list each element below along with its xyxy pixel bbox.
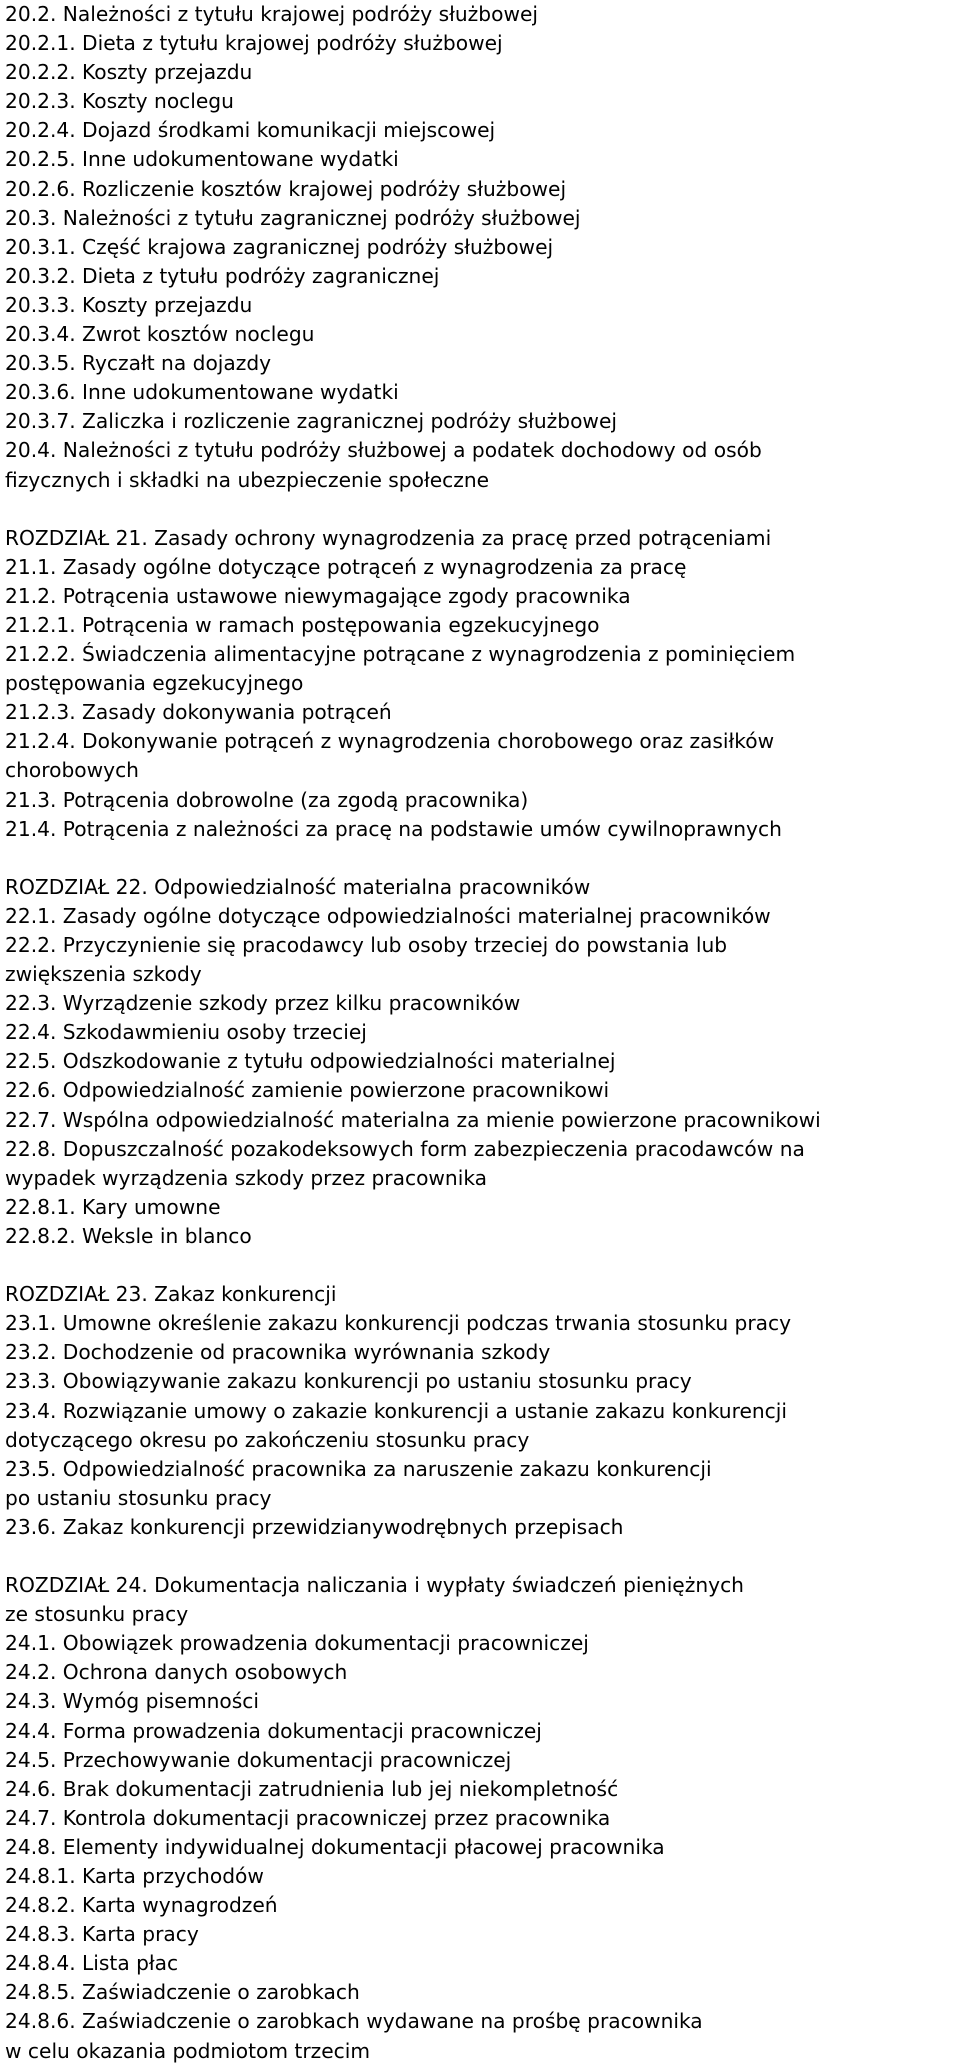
toc-entry: 20.4. Należności z tytułu podróży służbowej a podatek dochodowy od osób bbox=[5, 438, 762, 463]
toc-section bbox=[5, 873, 955, 1251]
toc-entry: 24.2. Ochrona danych osobowych bbox=[5, 1660, 348, 1685]
toc-entry: 22.2. Przyczynienie się pracodawcy lub osoby trzeciej do powstania lub bbox=[5, 933, 728, 957]
chapter-heading: ROZDZIAŁ 22. Odpowiedzialność materialna pracowników bbox=[5, 874, 591, 899]
toc-entry: w celu okazania podmiotom trzecim bbox=[5, 2038, 371, 2063]
toc-entry: 22.7. Wspólna odpowiedzialność materialna za mienie powierzone pracownikowi bbox=[5, 1107, 821, 1132]
toc-entry: 24.8.4. Lista płac bbox=[5, 1951, 179, 1976]
toc-entry: 20.3.3. Koszty przejazdu bbox=[5, 292, 253, 317]
toc-entry: 21.3. Potrącenia dobrowolne (za zgodą pracownika) bbox=[5, 787, 529, 812]
toc-entry: 21.2.1. Potrącenia w ramach postępowania egzekucyjnego bbox=[5, 612, 600, 637]
toc-entry: 21.1. Zasady ogólne dotyczące potrąceń z wynagrodzenia za pracę bbox=[5, 554, 687, 579]
toc-entry: 24.8. Elementy indywidualnej dokumentacji płacowej pracownika bbox=[5, 1834, 665, 1859]
toc-entry: 24.8.1. Karta przychodów bbox=[5, 1864, 264, 1888]
section-spacer bbox=[5, 495, 955, 524]
toc-entry: 23.4. Rozwiązanie umowy o zakazie konkurencji a ustanie zakazu konkurencji bbox=[5, 1398, 787, 1423]
toc-entry: 22.1. Zasady ogólne dotyczące odpowiedzialności materialnej pracowników bbox=[5, 903, 771, 928]
toc-entry: 21.2.4. Dokonywanie potrąceń z wynagrodzenia chorobowego oraz zasiłków bbox=[5, 729, 775, 754]
toc-entry: po ustaniu stosunku pracy bbox=[5, 1485, 272, 1510]
toc-entry: 24.7. Kontrola dokumentacji pracowniczej przez pracownika bbox=[5, 1805, 611, 1830]
toc-entry: 20.3.7. Zaliczka i rozliczenie zagranicznej podróży służbowej bbox=[5, 409, 617, 434]
toc-entry: 20.3.4. Zwrot kosztów noclegu bbox=[5, 322, 315, 347]
toc-entry: 22.4. Szkodawmieniu osoby trzeciej bbox=[5, 1020, 367, 1045]
toc-entry: postępowania egzekucyjnego bbox=[5, 671, 304, 696]
chapter-heading: ROZDZIAŁ 21. Zasady ochrony wynagrodzenia za pracę przed potrąceniami bbox=[5, 525, 772, 550]
chapter-heading: ROZDZIAŁ 24. Dokumentacja naliczania i wypłaty świadczeń pieniężnych bbox=[5, 1573, 744, 1598]
toc-section bbox=[5, 1280, 955, 1542]
toc-entry: 22.3. Wyrządzenie szkody przez kilku pracowników bbox=[5, 991, 521, 1016]
table-of-contents bbox=[5, 0, 955, 2066]
toc-section bbox=[5, 0, 955, 495]
toc-entry: 21.2. Potrącenia ustawowe niewymagające zgody pracownika bbox=[5, 583, 631, 608]
toc-entry: chorobowych bbox=[5, 758, 139, 783]
toc-entry: 20.3. Należności z tytułu zagranicznej podróży służbowej bbox=[5, 205, 581, 230]
toc-entry: wypadek wyrządzenia szkody przez pracownika bbox=[5, 1165, 488, 1190]
toc-entry: 20.2.2. Koszty przejazdu bbox=[5, 60, 253, 85]
toc-entry: 21.2.2. Świadczenia alimentacyjne potrącane z wynagrodzenia z pominięciem bbox=[5, 642, 796, 667]
toc-entry: 22.6. Odpowiedzialność zamienie powierzone pracownikowi bbox=[5, 1078, 610, 1103]
toc-entry: 24.4. Forma prowadzenia dokumentacji pracowniczej bbox=[5, 1718, 542, 1743]
toc-entry: 24.6. Brak dokumentacji zatrudnienia lub jej niekompletność bbox=[5, 1776, 619, 1801]
toc-entry: 23.2. Dochodzenie od pracownika wyrównania szkody bbox=[5, 1340, 551, 1365]
toc-section bbox=[5, 1571, 955, 2066]
toc-entry: 20.2.4. Dojazd środkami komunikacji miejscowej bbox=[5, 118, 496, 143]
toc-entry: 22.5. Odszkodowanie z tytułu odpowiedzialności materialnej bbox=[5, 1049, 616, 1074]
toc-entry: 20.2. Należności z tytułu krajowej podróży służbowej bbox=[5, 2, 538, 26]
toc-entry: 20.3.2. Dieta z tytułu podróży zagranicznej bbox=[5, 263, 440, 288]
toc-entry: 24.8.6. Zaświadczenie o zarobkach wydawane na prośbę pracownika bbox=[5, 2009, 703, 2034]
toc-entry: 24.8.3. Karta pracy bbox=[5, 1922, 199, 1947]
toc-entry: 22.8.1. Kary umowne bbox=[5, 1194, 221, 1219]
toc-entry: 20.3.1. Część krajowa zagranicznej podróży służbowej bbox=[5, 234, 554, 259]
toc-entry: 23.5. Odpowiedzialność pracownika za naruszenie zakazu konkurencji bbox=[5, 1456, 712, 1481]
toc-entry: 22.8.2. Weksle in blanco bbox=[5, 1223, 252, 1248]
toc-entry: 24.5. Przechowywanie dokumentacji pracowniczej bbox=[5, 1747, 512, 1772]
toc-entry: 22.8. Dopuszczalność pozakodeksowych form zabezpieczenia pracodawców na bbox=[5, 1136, 805, 1161]
toc-entry: zwiększenia szkody bbox=[5, 962, 202, 987]
toc-entry: ze stosunku pracy bbox=[5, 1602, 189, 1627]
toc-entry: 24.8.5. Zaświadczenie o zarobkach bbox=[5, 1980, 360, 2005]
toc-entry: 20.3.6. Inne udokumentowane wydatki bbox=[5, 380, 399, 405]
toc-entry: 21.2.3. Zasady dokonywania potrąceń bbox=[5, 700, 392, 725]
toc-entry: fizycznych i składki na ubezpieczenie społeczne bbox=[5, 467, 490, 492]
toc-entry: 24.8.2. Karta wynagrodzeń bbox=[5, 1893, 278, 1918]
section-spacer bbox=[5, 1251, 955, 1280]
toc-entry: 20.3.5. Ryczałt na dojazdy bbox=[5, 351, 272, 376]
toc-entry: 23.3. Obowiązywanie zakazu konkurencji po ustaniu stosunku pracy bbox=[5, 1369, 692, 1394]
toc-entry: 21.4. Potrącenia z należności za pracę na podstawie umów cywilnoprawnych bbox=[5, 816, 782, 841]
toc-entry: 20.2.3. Koszty noclegu bbox=[5, 89, 234, 114]
toc-entry: 20.2.5. Inne udokumentowane wydatki bbox=[5, 147, 399, 172]
section-spacer bbox=[5, 844, 955, 873]
toc-section bbox=[5, 524, 955, 844]
toc-entry: 20.2.1. Dieta z tytułu krajowej podróży służbowej bbox=[5, 31, 503, 56]
toc-entry: 20.2.6. Rozliczenie kosztów krajowej podróży służbowej bbox=[5, 176, 567, 201]
toc-entry: 23.1. Umowne określenie zakazu konkurencji podczas trwania stosunku pracy bbox=[5, 1311, 792, 1336]
toc-entry: 23.6. Zakaz konkurencji przewidzianywodrębnych przepisach bbox=[5, 1514, 624, 1539]
chapter-heading: ROZDZIAŁ 23. Zakaz konkurencji bbox=[5, 1282, 337, 1307]
toc-entry: 24.1. Obowiązek prowadzenia dokumentacji pracowniczej bbox=[5, 1631, 589, 1656]
toc-entry: 24.3. Wymóg pisemności bbox=[5, 1689, 259, 1714]
toc-entry: dotyczącego okresu po zakończeniu stosunku pracy bbox=[5, 1427, 530, 1452]
section-spacer bbox=[5, 1542, 955, 1571]
